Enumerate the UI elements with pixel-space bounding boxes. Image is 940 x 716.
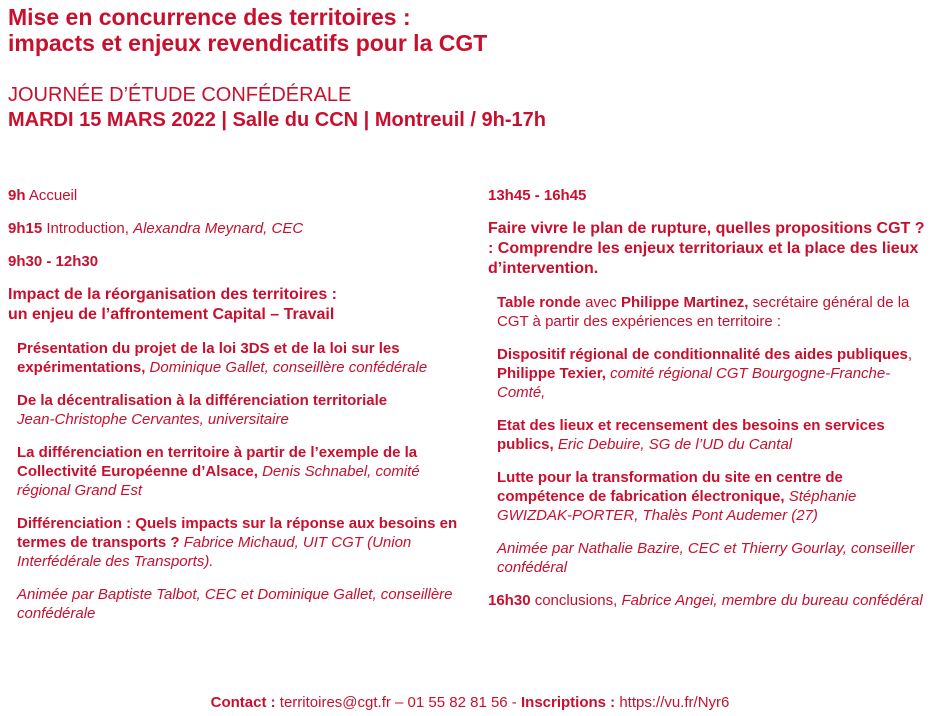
agenda-item: Présentation du projet de la loi 3DS et de la loi sur les expérimentations, Dominique Gallet, conseillère confédérale [17, 340, 428, 376]
left-column [8, 186, 466, 637]
footer-contact: Contact : territoires@cgt.fr – 01 55 82 81 56 - Inscriptions : https://vu.fr/Nyr6 [210, 694, 730, 711]
agenda-intro: 9h15 Introduction, Alexandra Meynard, CEC [8, 220, 304, 237]
agenda-item: De la décentralisation à la différenciation territoriale Jean-Christophe Cervantes, universitaire [17, 392, 388, 428]
title-line-1: Mise en concurrence des territoires : [8, 4, 411, 30]
event-date-place: MARDI 15 MARS 2022 | Salle du CCN | Montreuil / 9h-17h [8, 109, 546, 131]
event-subtitle [8, 83, 908, 133]
moderation: Animée par Baptiste Talbot, CEC et Dominique Gallet, conseillère confédérale [17, 586, 453, 622]
afternoon-section-title: Faire vivre le plan de rupture, quelles propositions CGT ? : Comprendre les enjeux territoriaux et la place des lieux d’intervention. [488, 220, 925, 277]
agenda-item: Lutte pour la transformation du site en centre de compétence de fabrication électronique, Stéphanie GWIZDAK-PORTER, Thalès Pont Audemer (27) [497, 469, 857, 524]
inscriptions-link[interactable]: https://vu.fr/Nyr6 [615, 694, 730, 711]
agenda-item: Dispositif régional de conditionnalité des aides publiques, Philippe Texier, comité régional CGT Bourgogne-Franche-Comté, [497, 346, 913, 401]
morning-time: 9h30 - 12h30 [8, 253, 99, 270]
agenda-conclusion: 16h30 conclusions, Fabrice Angei, membre du bureau confédéral [488, 592, 923, 609]
afternoon-time: 13h45 - 16h45 [488, 187, 587, 204]
agenda-item: Différenciation : Quels impacts sur la réponse aux besoins en termes de transports ? Fabrice Michaud, UIT CGT (Union Interfédérale des Transports). [17, 515, 458, 570]
right-column [488, 186, 932, 624]
speaker: Alexandra Meynard, CEC [133, 220, 304, 237]
morning-section-title: Impact de la réorganisation des territoires : un enjeu de l’affrontement Capital – Travail [8, 286, 337, 323]
agenda-accueil: 9h Accueil [8, 187, 78, 204]
agenda-item: Etat des lieux et recensement des besoins en services publics, Eric Debuire, SG de l’UD du Cantal [497, 417, 885, 453]
speaker: Fabrice Angei, membre du bureau confédéral [621, 592, 923, 609]
time-label: 16h30 [488, 592, 531, 609]
moderation: Animée par Nathalie Bazire, CEC et Thierry Gourlay, conseiller confédéral [497, 540, 915, 576]
event-type: JOURNÉE D’ÉTUDE CONFÉDÉRALE [8, 84, 352, 106]
page-title [8, 4, 908, 56]
table-ronde: Table ronde avec Philippe Martinez, secrétaire général de la CGT à partir des expériences en territoire : [497, 294, 910, 330]
time-label: 9h15 [8, 220, 43, 237]
contact-info[interactable]: territoires@cgt.fr – 01 55 82 81 56 - [275, 694, 521, 711]
agenda-item: La différenciation en territoire à partir de l’exemple de la Collectivité Européenne d’Alsace, Denis Schnabel, comité régional Grand Est [17, 444, 420, 499]
title-line-2: impacts et enjeux revendicatifs pour la CGT [8, 30, 488, 56]
time-label: 9h [8, 187, 26, 204]
